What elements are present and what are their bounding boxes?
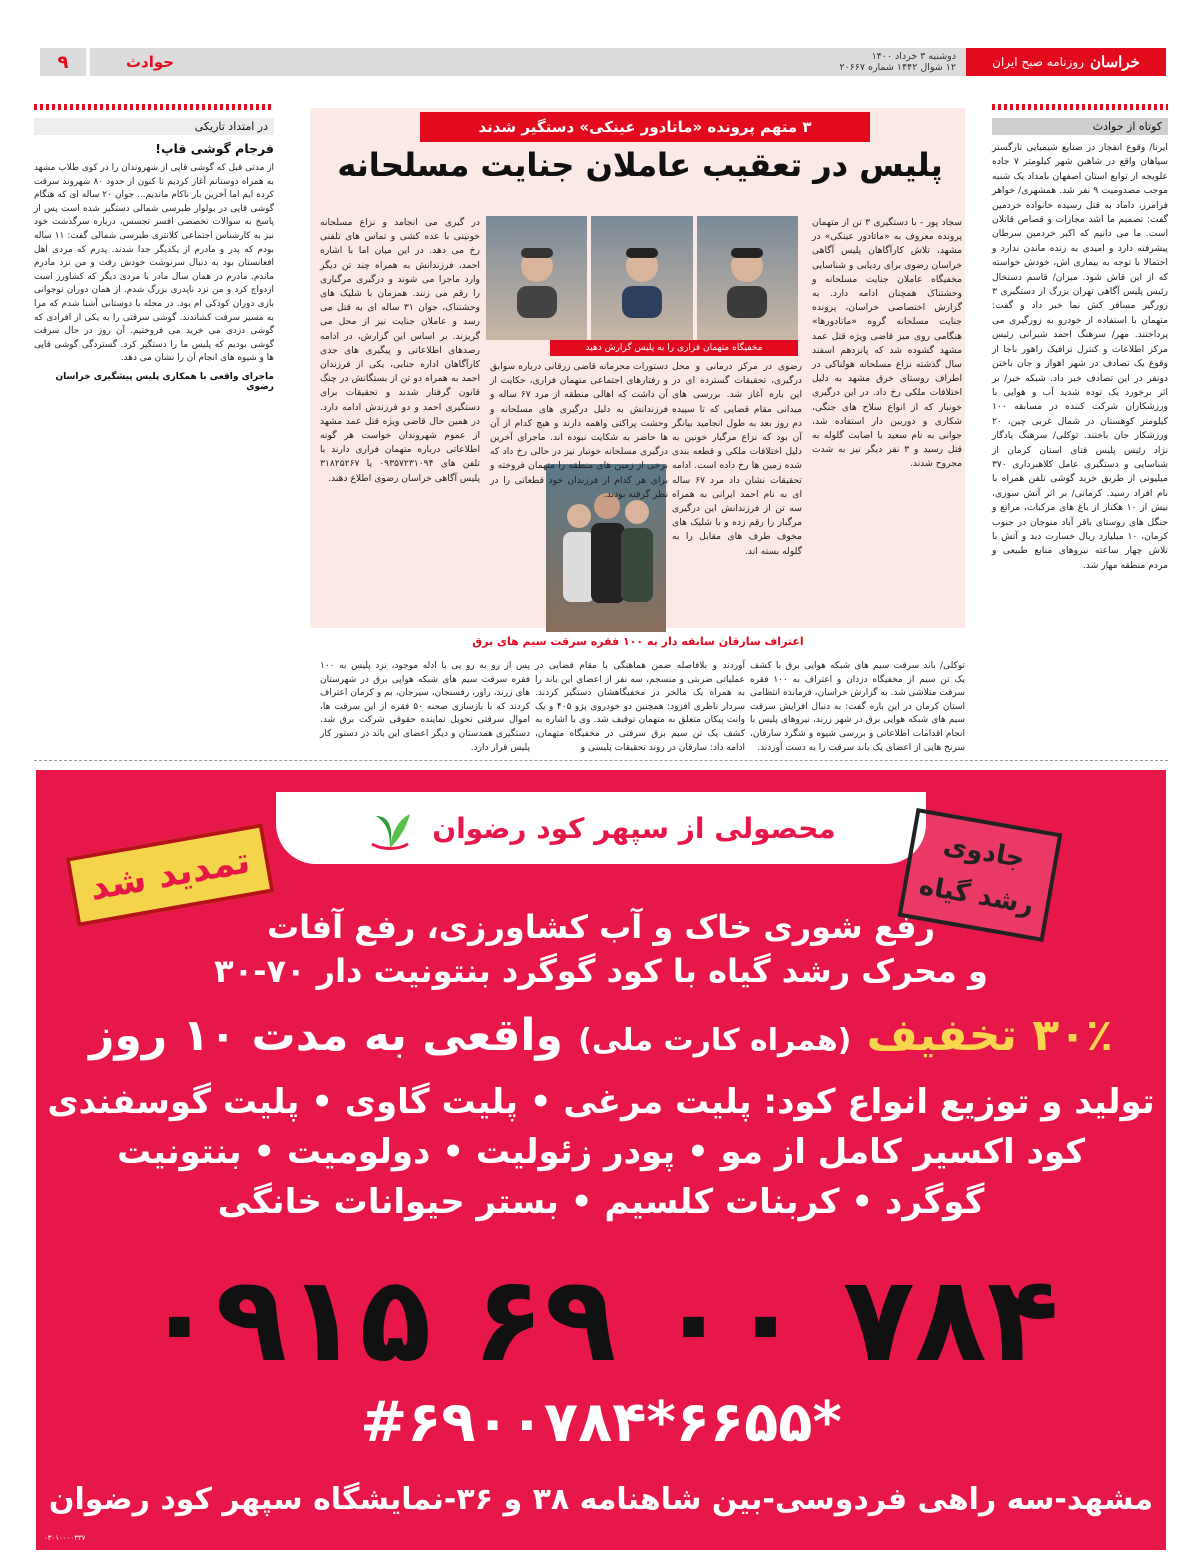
discount-duration: واقعی به مدت ۱۰ روز xyxy=(89,1010,563,1061)
ad-address: مشهد-سه راهی فردوسی-بین شاهنامه ۳۸ و ۳۶-نمایشگاه سپهر کود رضوان xyxy=(48,1482,1154,1517)
story-title: فرجام گوشی قاپ! xyxy=(155,141,274,156)
main-article xyxy=(300,104,970,764)
ussd-code[interactable]: #۶۹۰۰۷۸۴*۶۶۵۵* xyxy=(360,1390,842,1455)
article-kicker: ۳ متهم پرونده «ماتادور عینکی» دستگیر شدند xyxy=(420,112,870,142)
ad-line-1: رفع شوری خاک و آب کشاورزی، رفع آفات xyxy=(266,908,936,946)
issue-date-line2: ۱۲ شوال ۱۴۴۲ شماره ۲۰۶۶۷ xyxy=(839,62,956,73)
brief-column-2: آوردند و بلافاصله ضمن هماهنگی با مقام قضایی در عملیاتی ضربتی و منسجم، سه نفر از اعضای این باند را به همراه یک مالخر در مخفیگاهشان دستگیر کردند. سردار ناظری افزود: همچنین دو خودروی پژو ۴۰۵ و یک وانت پیکان متعلق به متهمان توقیف شد. وی با اشاره به کشف یک تن سیم برق سرقتی در مخفیگاه متهمان، ادامه داد: سارقان در روند تحقیقات پلیسی و xyxy=(535,661,745,753)
issue-date xyxy=(210,48,966,76)
photo-caption: مخفیگاه متهمان فراری را به پلیس گزارش دهید xyxy=(550,340,798,356)
suspect-photo xyxy=(591,216,692,340)
brief-column-3: پس از رو به رو یی با ادله موجود، نزد پلیس به ۱۰۰ فقره سرقت سیم های شبکه هوایی برق در شهرستان های زرند، راور، رفسنجان، سیرجان، بم و کرمان اعتراف کردند که با بازسازی صحنه ۵۰ فقره از این سرقت ها، اموال سرقتی تحویل نماینده حقوقی شرکت برق شد. دستگیری همدستان و دیگر اعضای این باند در دستور کار پلیس قرار دارد. xyxy=(320,661,530,753)
ad-code: ۰۳۰۱۰۰۰۰۳۳۷ xyxy=(44,1534,86,1542)
article-headline: پلیس در تعقیب عاملان جنایت مسلحانه xyxy=(337,146,943,184)
story-text: از مدتی قبل که گوشی قاپی از شهروندان را در کوی طلاب مشهد به همراه دوستانم آغاز کردیم تا کنون از حدود ۸۰ شهروند سرقت کرده ایم اما آخرین بار ناکام ماندیم... جوان ۲۰ ساله ای که هنگام گوشی قاپی در بولوار طبرسی شمالی دستگیر شده است پس از پاسخ به سوالات تخصصی افسر تجسس، درباره سرگذشت خود نیز به کارشناس اجتماعی کلانتری طبرسی شمالی گفت: ۱۱ ساله بودم که پدر و مادرم از یکدیگر جدا شدند. پدرم که مردی اهل افغانستان بود به دنبال سرنوشت خودش رفت و من نزد مادرم ماندم. مادرم در همان سال مادر با مردی دیگر که کشاورز است ازدواج کرد و من نزد ناپدری بزرگ شدم. از همان دوران نوجوانی بازی دوران کودکی ام بود. در محله با دوستانی آشنا شدم که مرا به مسیر سرقت کشاندند. گوشی سرقتی را به یکی از افرادی که گوشی دزدی می خرید می فروختیم. آن روز در حال سرقت گوشی بودیم که پلیس ما را دستگیر کرد. گستردگی گوشی قاپی ها و شیوه های انجام آن را نشان می دهد. xyxy=(34,163,274,364)
products-line-3: گوگرد • کربنات کلسیم • بستر حیوانات خانگی xyxy=(217,1182,985,1222)
ad-banner xyxy=(276,792,926,864)
column-decoration xyxy=(992,104,1168,110)
page-divider xyxy=(34,760,1168,761)
extended-stamp: تمدید شد xyxy=(65,823,274,927)
brief-column-1: توکلی/ باند سرقت سیم های شبکه هوایی برق با کشف یک تن سیم از مخفیگاه دزدان و اعتراف به ۱۰۰ فقره سرقت متلاشی شد. به گزارش خراسان، فرمانده انتظامی استان کرمان در این باره گفت: به دنبال افزایش سرقت سیم های شبکه هوایی برق در شهر زرند، نیروهای پلیس با انجام اقدامات اطلاعاتی و بررسی شیوه و شگرد سارقان، سرنخ هایی از اعضای یک باند سرقت را به دست آوردند. xyxy=(750,661,965,753)
column-decoration xyxy=(34,104,274,110)
fertilizer-advertisement xyxy=(36,770,1166,1550)
suspect-photos xyxy=(486,216,798,340)
discount-line xyxy=(36,1010,1166,1061)
person-icon xyxy=(507,238,567,318)
discount-condition: (همراه کارت ملی) xyxy=(578,1023,852,1058)
issue-date-line1: دوشنبه ۳ خرداد ۱۴۰۰ xyxy=(871,51,956,62)
leaf-logo-icon xyxy=(366,804,414,852)
person-icon xyxy=(612,238,672,318)
ad-tagline: محصولی از سپهر کود رضوان xyxy=(432,811,836,845)
products-line-1: تولید و توزیع انواع کود: پلیت مرغی • پلیت گاوی • پلیت گوسفندی xyxy=(47,1082,1155,1122)
article-column-4: در گیری می انجامد و نزاع مسلحانه خونینی با عده کشی و تماس های تلفنی رخ می دهد. در این میان اما با اشاره احمد، فرزندانش به همراه چند تن دیگر وارد ماجرا می شوند و درگیری مرگباری را رقم می زنند. همزمان با شلیک های وحشتناک، جوان ۳۱ ساله ای به قتل می رسد و عاملان جنایت نیز از محل می گریزند. بر اساس این گزارش، در ادامه رصدهای اطلاعاتی و پیگیری های جدی کارآگاهان اداره جنایی، یکی از فرزندان احمد به همراه دو تن از بستگانش در چنگ قانون گرفتار شدند و تحقیقات برای دستگیری احمد و دو فرزندش ادامه دارد. در همین حال قاضی ویژه قتل عمد مشهد از عموم شهروندان خواست هر گونه اطلاعاتی درباره متهمان فراری دارند با تلفن های ۰۹۳۵۷۲۳۱۰۹۴ یا ۳۱۸۲۵۲۶۷ پلیس آگاهی خراسان رضوی اطلاع دهند. xyxy=(320,217,480,484)
phone-number[interactable]: ۰۹۱۵ ۶۹ ۰۰ ۷۸۴ xyxy=(143,1250,1059,1388)
section-title: حوادث xyxy=(90,48,210,76)
ad-line-2: و محرک رشد گیاه با کود گوگرد بنتونیت دار ۷۰-۳۰ xyxy=(214,952,988,990)
article-column-2: رضوی در مرکز درمانی و محل درگیری، تحقیقات گسترده ای در این باره آغاز شد. بررسی های میدانی مقام قضایی که تا سپیده دم روز بعد به طول انجامید بیانگر آن بود که نزاع مرگبار خونین به دلیل اختلافات ملکی و قطعه بندی شده زمین ها رخ داده است. ادامه تحقیقات نشان داد مرد ۶۷ ساله ای به نام احمد ایرانی به همراه سه تن از فرزندانش این درگیری مرگبار را رقم زده و با شلیک های مخوف طرف های مقابل را به گلوله بسته اند. xyxy=(672,361,802,557)
news-briefs-column xyxy=(992,104,1168,744)
article-column-3: دستورات محرمانه قاضی زرقانی درباره سوابق و رفتارهای اجتماعی متهمان فراری، حکایت از آن داشت که اهالی منطقه از مرد ۶۷ ساله و فرزندانش به دلیل درگیری های مسلحانه و وحشت پراکنی واهمه دارند و هیچ کدام از آن ها حاضر به شکایت نبوده اند. ماجرای آخرین درگیری مسلحانه خونبار نیز در حالی رخ داد که برخی از زمین های منطقه را متهمان فروخته و برای هر کدام از فرزندان خود قطعاتی را در نظر گرفته بودند. xyxy=(490,361,668,500)
person-icon xyxy=(717,238,777,318)
suspect-photo xyxy=(486,216,587,340)
brief-title: اعتراف سارقان سابقه دار به ۱۰۰ فقره سرقت سیم های برق xyxy=(448,632,828,652)
briefs-title: کوتاه از حوادث xyxy=(992,118,1168,135)
discount-amount: ۳۰٪ تخفیف xyxy=(866,1010,1113,1061)
briefs-text: ایرنا/ وقوع انفجار در صنایع شیمیایی تارگستر سپاهان واقع در شاهین شهر کیلومتر ۷ جاده علویجه از توابع استان اصفهان بامداد یک شنبه موجب مصدومیت ۹ نفر شد. همشهری/ خواهر فرامرز، داماد به قتل رسیده خانواده خردمین گفت: تصمیم ما اشد مجازات و قصاص قاتلان است. ما می دانیم که اکبر خردمین سرطان پیشرفته دارد و امیدی به زنده ماندن ندارد و احتمالا با توجه به بیماری اش، خودش خواسته که از این قاش شود. میزان/ قاسم دستخال رئیس پلیس آگاهی تهران بزرگ از دستگیری ۳ زورگیر مسافر کش نما خبر داد و گفت: متهمان با استفاده از خودرو به زورگیری می پرداختند. مهر/ سرهنگ احمد شیرانی رئیس مرکز اطلاعات و کنترل ترافیک راهور ناجا از وقوع یک تصادف در شهر اهواز و جان باختن دونفر در این تصادف خبر داد. شبکه خبر/ بر اثر برخورد یک توده شدید آب و هوایی با ورزشکاران شرکت کننده در مسابقه ۱۰۰ کیلومتر کوهستان در شمال غربی چین، ۲۰ ورزشکار جان باختند. توکلی/ سرهنگ یادگار نژاد رئیس پلیس فتای استان کرمان از شناسایی و دستگیری عامل کلاهبرداری ۳۷۰ میلیونی از طریق خرید گوشی تلفن همراه با نام افراد رسید. کرمانی/ بر اثر آتش سوزی، بیش از ۱۰ هکتار از باغ های مرکبات، مراتع و جنگل های روستای باقر آباد منوجان در جنوب کرمان، ۱۰ میلیارد ریال خسارت دید و آتش با تلاش چهار ساعته نیروهای منابع طبیعی و مردم منطقه مهار شد. xyxy=(992,142,1168,571)
article-column-1: سجاد پور - با دستگیری ۳ تن از متهمان پرونده معروف به «ماتادور عینکی» در مشهد، تلاش کارآگاهان پلیس آگاهی خراسان رضوی برای ردیابی و شناسایی مخفیگاه عاملان جنایت مسلحانه و وحشتناک همچنان ادامه دارد. به گزارش اختصاصی خراسان، پرونده جنایت مسلحانه گروه «ماتادورها» هنگامی روی میز قاضی ویژه قتل عمد مشهد گشوده شد که پانزدهم اسفند سال گذشته نزاع مسلحانه هولناکی در اطراف روستای خرق مشهد به دلیل اختلافات ملکی رخ داد. در این درگیری خونبار که از انواع سلاح های جنگی، شکاری و دوربین دار استفاده شد، جوانی به نام سعید با اصابت گلوله به قتل رسید و ۳ نفر دیگر نیز به شدت مجروح شدند. xyxy=(812,217,963,470)
story-column xyxy=(34,104,274,764)
story-credit: ماجرای واقعی با همکاری پلیس پیشگیری خراسان رضوی xyxy=(55,371,274,392)
magic-growth-stamp: جادوی رشد گیاه xyxy=(898,808,1063,942)
newspaper-logo: خراسان xyxy=(1090,53,1140,71)
suspect-photo xyxy=(697,216,798,340)
page-number: ۹ xyxy=(40,48,86,76)
story-kicker: در امتداد تاریکی xyxy=(34,118,274,135)
products-line-2: کود اکسیر کامل از مو • پودر زئولیت • دولومیت • بنتونیت xyxy=(117,1132,1085,1172)
newspaper-brand xyxy=(966,48,1166,76)
page-header xyxy=(40,48,1166,76)
newspaper-tagline: روزنامه صبح ایران xyxy=(992,55,1084,69)
